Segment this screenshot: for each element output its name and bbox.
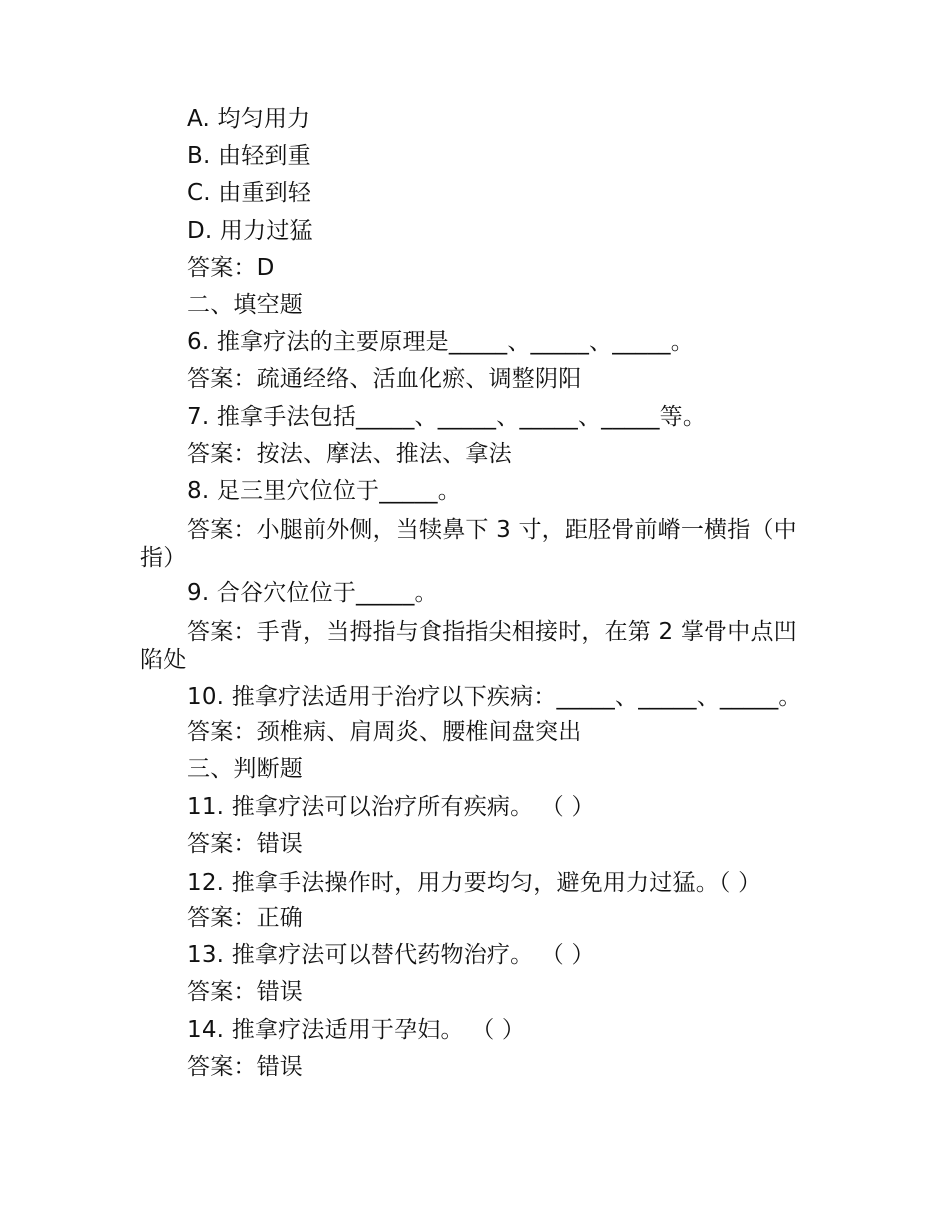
answer-5: 答案：D — [187, 254, 275, 281]
answer-11: 答案：错误 — [187, 830, 303, 857]
question-8: 8. 足三里穴位位于_____。 — [187, 477, 461, 504]
question-9: 9. 合谷穴位位于_____。 — [187, 580, 438, 607]
section-heading-fill-blank: 二、填空题 — [187, 291, 303, 318]
answer-13: 答案：错误 — [187, 979, 303, 1006]
option-d: D. 用力过猛 — [187, 217, 313, 244]
question-11: 11. 推拿疗法可以治疗所有疾病。 （ ） — [187, 793, 595, 820]
answer-6: 答案：疏通经络、活血化瘀、调整阴阳 — [187, 366, 582, 393]
option-a: A. 均匀用力 — [187, 106, 311, 132]
option-b: B. 由轻到重 — [187, 143, 311, 170]
question-13: 13. 推拿疗法可以替代药物治疗。 （ ） — [187, 942, 595, 969]
document-page — [140, 101, 810, 1086]
question-6: 6. 推拿疗法的主要原理是_____、_____、_____。 — [187, 329, 694, 356]
question-7: 7. 推拿手法包括_____、_____、_____、_____等。 — [187, 403, 707, 430]
answer-12: 答案：正确 — [187, 905, 303, 931]
option-c: C. 由重到轻 — [187, 180, 312, 207]
answer-14: 答案：错误 — [187, 1053, 303, 1080]
answer-7: 答案：按法、摩法、推法、拿法 — [187, 440, 512, 467]
answer-8: 答案：小腿前外侧，当犊鼻下 3 寸，距胫骨前嵴一横指（中指） — [140, 517, 797, 572]
question-14: 14. 推拿疗法适用于孕妇。 （ ） — [187, 1016, 526, 1043]
question-10: 10. 推拿疗法适用于治疗以下疾病：_____、_____、_____。 — [187, 684, 802, 711]
answer-9: 答案：手背，当拇指与食指指尖相接时，在第 2 掌骨中点凹陷处 — [140, 619, 797, 674]
section-heading-true-false: 三、判断题 — [187, 756, 303, 783]
question-12: 12. 推拿手法操作时，用力要均匀，避免用力过猛。（ ） — [187, 870, 762, 896]
answer-10: 答案：颈椎病、肩周炎、腰椎间盘突出 — [187, 719, 582, 746]
